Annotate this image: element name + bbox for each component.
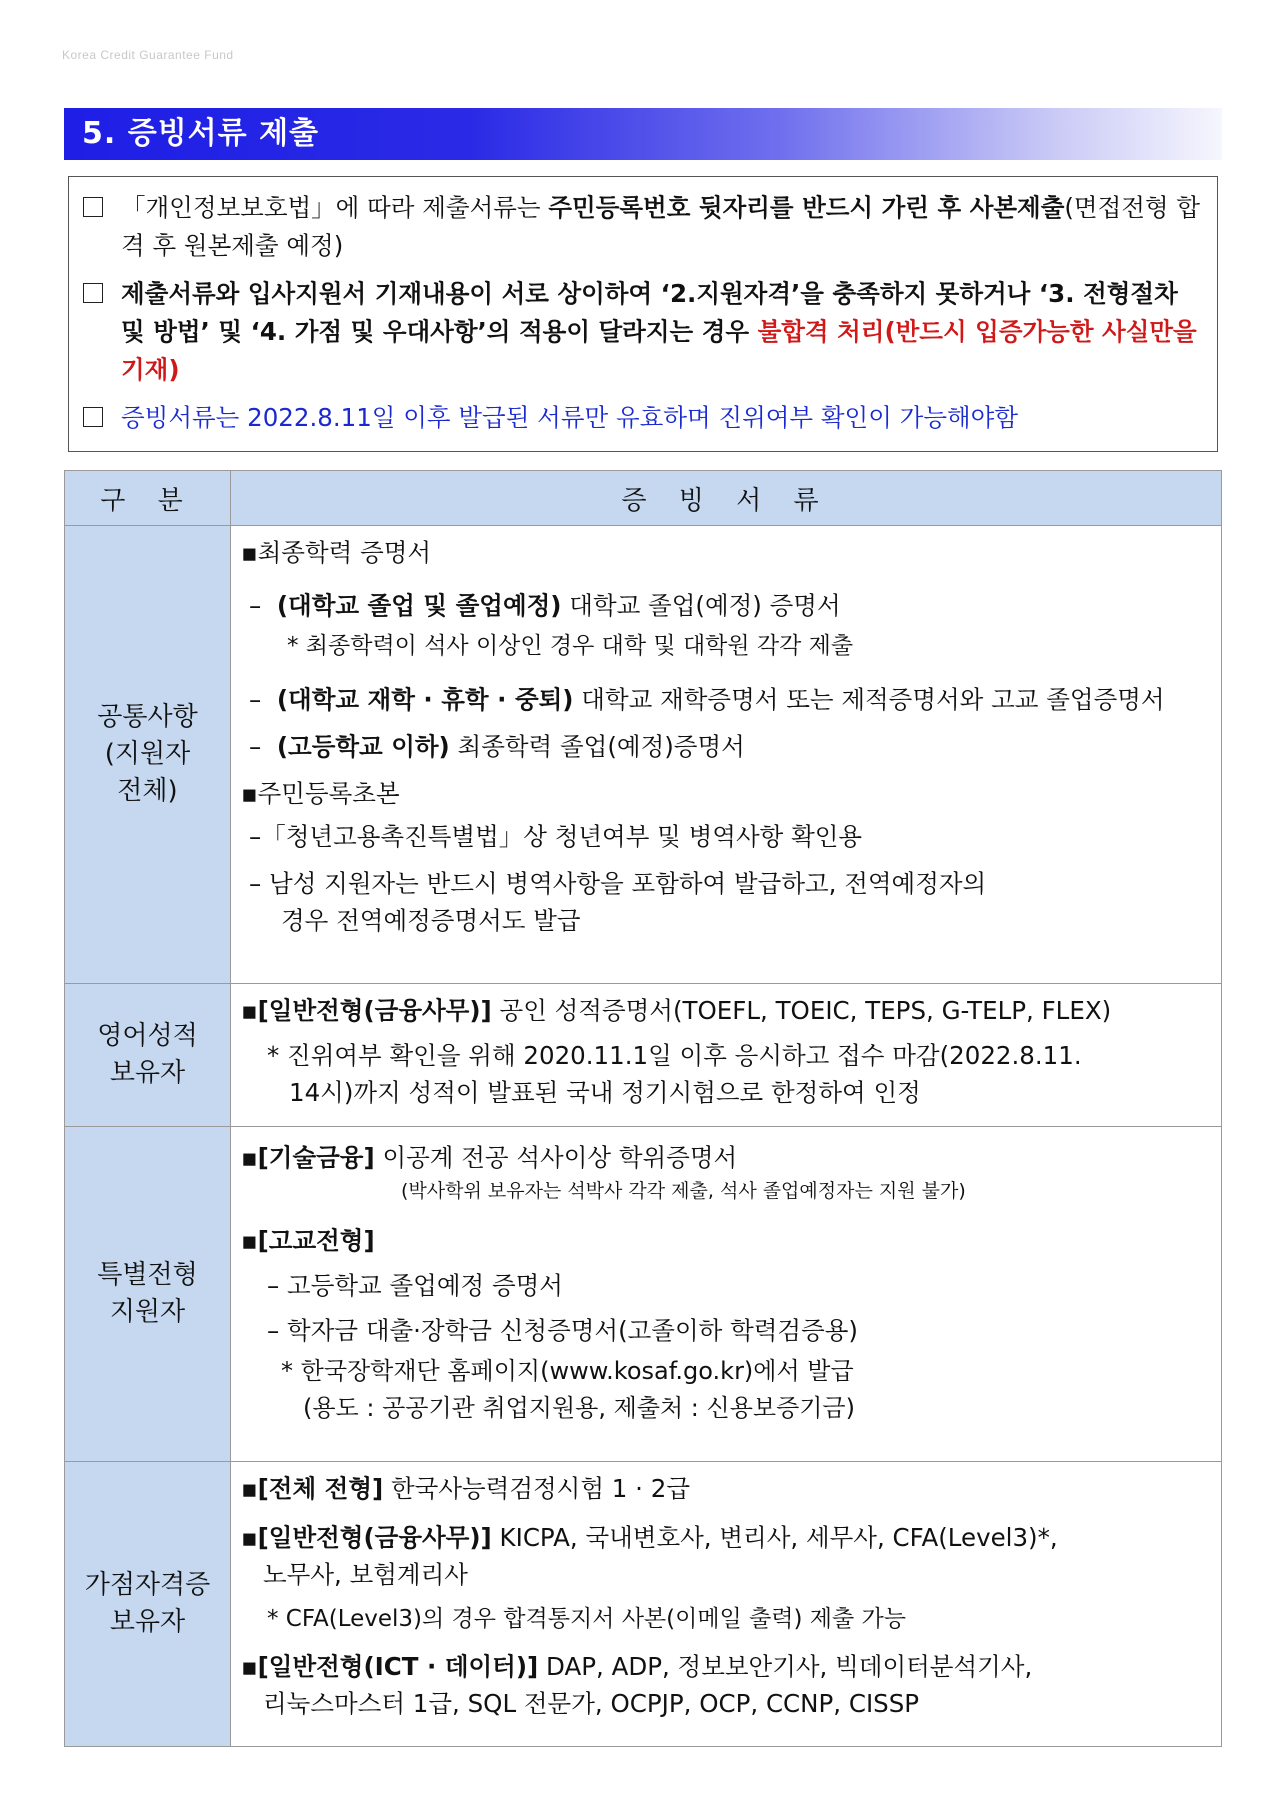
category-label: 전체) [117,776,178,806]
doc-line-text: 대학교 재학증명서 또는 제적증명서와 고교 졸업증명서 [573,685,1165,714]
category-label: 보유자 [109,1607,186,1637]
doc-note: 14시)까지 성적이 발표된 국내 정기시험으로 한정하여 인정 [289,1078,921,1107]
category-label: 가점자격증 [84,1570,211,1600]
doc-heading [241,1648,1215,1685]
doc-heading-text: DAP, ADP, 정보보안기사, 빅데이터분석기사, [538,1652,1033,1681]
category-label: 공통사항 [97,702,198,732]
bullet-icon: ▪ [241,1143,258,1172]
doc-line: 리눅스마스터 1급, SQL 전문가, OCPJP, OCP, CCNP, CISSP [263,1689,920,1718]
bullet-icon: ▪ [241,538,258,567]
notice-bold: 주민등록번호 뒷자리를 반드시 가린 후 사본제출 [548,193,1065,222]
doc-line: – (대학교 재학 · 휴학 · 중퇴) 대학교 재학증명서 또는 제적증명서와 고교 졸업증명서 [249,685,1165,714]
doc-line: 노무사, 보험계리사 [263,1560,468,1589]
doc-heading-text: 한국사능력검정시험 1 · 2급 [383,1474,690,1503]
doc-line-text: 대학교 졸업(예정) 증명서 [561,591,841,620]
category-common [65,526,231,984]
checkbox-icon [83,283,103,303]
notice-text: 「개인정보보호법」에 따라 제출서류는 [121,193,549,222]
doc-line-bold: (대학교 졸업 및 졸업예정) [276,591,562,620]
docs-common [231,526,1222,984]
doc-heading [241,1222,1215,1259]
category-label: 영어성적 [97,1021,198,1051]
bullet-icon: ▪ [241,779,258,808]
category-english [65,984,231,1127]
bullet-icon: ▪ [241,1226,258,1255]
header-org: Korea Credit Guarantee Fund [62,48,234,62]
doc-note: (용도 : 공공기관 취업지원용, 제출처 : 신용보증기금) [303,1394,855,1422]
category-label: 보유자 [109,1058,186,1088]
header-category: 구 분 [65,471,231,526]
doc-heading-text: 이공계 전공 석사이상 학위증명서 [374,1143,738,1172]
doc-heading-bold: [일반전형(금융사무)] [257,1523,492,1552]
doc-heading-bold: [일반전형(ICT · 데이터)] [257,1652,539,1681]
checkbox-icon [83,197,103,217]
doc-heading-text: 주민등록초본 [257,779,400,808]
doc-heading [241,1470,1215,1507]
notice-box [68,176,1218,452]
doc-heading [241,1519,1215,1556]
doc-note: * 진위여부 확인을 위해 2020.11.1일 이후 응시하고 접수 마감(2022.8.11. [267,1041,1082,1070]
doc-line: 경우 전역예정증명서도 발급 [281,906,581,935]
docs-special [231,1127,1222,1462]
notice-validity: 증빙서류는 2022.8.11일 이후 발급된 서류만 유효하며 진위여부 확인이 가능해야함 [121,403,1018,432]
doc-line: – 남성 지원자는 반드시 병역사항을 포함하여 발급하고, 전역예정자의 [249,869,987,898]
doc-subnote: (박사학위 보유자는 석박사 각각 제출, 석사 졸업예정자는 지원 불가) [401,1180,966,1202]
docs-bonus [231,1462,1222,1747]
doc-line: –「청년고용촉진특별법」상 청년여부 및 병역사항 확인용 [249,822,863,851]
header-documents: 증 빙 서 류 [231,471,1222,526]
doc-heading-bold: [기술금융] [257,1143,375,1172]
doc-line-bold: (고등학교 이하) [276,732,450,761]
doc-line: – (고등학교 이하) 최종학력 졸업(예정)증명서 [249,732,745,761]
notice-item [81,399,1203,437]
doc-heading-bold: [일반전형(금융사무)] [257,996,492,1025]
category-label: 지원자 [109,1297,186,1327]
doc-line-bold: (대학교 재학 · 휴학 · 중퇴) [276,685,574,714]
category-bonus [65,1462,231,1747]
bullet-icon: ▪ [241,996,258,1025]
doc-heading-text: 최종학력 증명서 [257,538,432,567]
bullet-icon: ▪ [241,1474,258,1503]
category-special [65,1127,231,1462]
doc-heading [241,1139,1215,1176]
notice-warning: 불합격 처리(반드시 입증가능한 사실만을 기재) [121,317,1197,384]
doc-heading [241,992,1215,1029]
docs-english [231,984,1222,1127]
doc-line: – 학자금 대출·장학금 신청증명서(고졸이하 학력검증용) [267,1316,858,1345]
doc-line: – (대학교 졸업 및 졸업예정) 대학교 졸업(예정) 증명서 [249,591,841,620]
doc-heading [241,775,1215,812]
bullet-icon: ▪ [241,1652,258,1681]
category-label: 특별전형 [97,1260,198,1290]
checkbox-icon [83,407,103,427]
doc-heading-bold: [고교전형] [257,1226,375,1255]
doc-heading [241,534,1215,571]
documents-table [64,470,1222,1747]
bullet-icon: ▪ [241,1523,258,1552]
section-title: 5. 증빙서류 제출 [64,108,1222,160]
doc-note: * 한국장학재단 홈페이지(www.kosaf.go.kr)에서 발급 [281,1357,854,1385]
notice-text: (면접전형 합격 후 원본제출 예정) [121,193,1201,260]
doc-line-text: 최종학력 졸업(예정)증명서 [449,732,745,761]
notice-bold: 제출서류와 입사지원서 기재내용이 서로 상이하여 ‘2.지원자격’을 충족하지 못하거나 ‘3. 전형절차 및 방법’ 및 ‘4. 가점 및 우대사항’의 적용이 달라지는 경우 [121,279,1178,346]
doc-line: – 고등학교 졸업예정 증명서 [267,1271,563,1300]
doc-heading-text: KICPA, 국내변호사, 변리사, 세무사, CFA(Level3)*, [491,1523,1058,1552]
doc-heading-bold: [전체 전형] [257,1474,384,1503]
category-label: (지원자 [104,739,191,769]
doc-note: * 최종학력이 석사 이상인 경우 대학 및 대학원 각각 제출 [287,633,854,659]
notice-item [81,275,1203,389]
notice-item [81,189,1203,265]
doc-heading-text: 공인 성적증명서(TOEFL, TOEIC, TEPS, G-TELP, FLEX) [491,996,1112,1025]
doc-note: * CFA(Level3)의 경우 합격통지서 사본(이메일 출력) 제출 가능 [267,1606,906,1632]
